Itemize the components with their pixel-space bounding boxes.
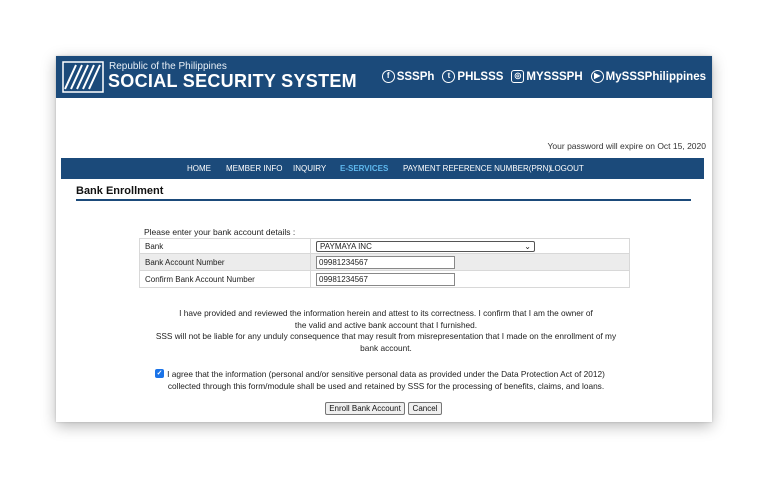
consent-line: collected through this form/module shall be used and retained by SSS for the processing of benefits, claims, and loans. bbox=[167, 380, 605, 391]
nav-logout[interactable]: LOGOUT bbox=[550, 164, 584, 173]
attestation-line: the valid and active bank account that I furnished. bbox=[294, 319, 478, 330]
form-intro: Please enter your bank account details : bbox=[144, 227, 296, 237]
social-instagram-link[interactable] bbox=[511, 70, 582, 83]
bank-form-table bbox=[139, 238, 630, 288]
social-facebook-link[interactable] bbox=[382, 70, 435, 83]
agency-name: SOCIAL SECURITY SYSTEM bbox=[108, 71, 357, 91]
confirm-cell bbox=[311, 271, 630, 288]
consent-text bbox=[146, 369, 626, 392]
nav-member-info[interactable]: MEMBER INFO bbox=[226, 164, 283, 173]
main-nav bbox=[61, 158, 704, 179]
account-cell bbox=[311, 254, 630, 271]
account-label: Bank Account Number bbox=[140, 254, 311, 271]
nav-e-services[interactable]: E-SERVICES bbox=[340, 164, 389, 173]
instagram-icon: ◎ bbox=[511, 70, 524, 83]
sss-logo-icon bbox=[62, 61, 104, 93]
title-divider bbox=[76, 199, 691, 201]
account-number-input[interactable]: 09981234567 bbox=[316, 256, 455, 269]
facebook-icon: f bbox=[382, 70, 395, 83]
attestation-line: I have provided and reviewed the information herein and attest to its correctness. I confirm that I am the owner of bbox=[179, 308, 593, 318]
attestation-line: bank account. bbox=[360, 342, 412, 353]
nav-inquiry[interactable]: INQUIRY bbox=[293, 164, 327, 173]
enroll-bank-account-button[interactable]: Enroll Bank Account bbox=[325, 402, 405, 415]
youtube-icon: ▶ bbox=[591, 70, 604, 83]
social-twitter-label: PHLSSS bbox=[457, 70, 504, 83]
confirm-row bbox=[140, 271, 630, 288]
attestation-line: SSS will not be liable for any unduly consequence that may result from misrepresentation that I made on the enrollment of my bbox=[155, 331, 617, 341]
social-links bbox=[382, 70, 706, 83]
account-row bbox=[140, 254, 630, 271]
bank-select[interactable] bbox=[316, 241, 535, 252]
social-twitter-link[interactable] bbox=[442, 70, 503, 83]
bank-label: Bank bbox=[140, 239, 311, 254]
password-expiry-notice: Your password will expire on Oct 15, 2020 bbox=[547, 141, 706, 151]
consent-checkbox[interactable]: ✓ bbox=[156, 370, 163, 377]
chevron-down-icon: ⌄ bbox=[524, 241, 531, 251]
social-instagram-label: MYSSSPH bbox=[526, 70, 583, 83]
consent-line: I agree that the information (personal and/or sensitive personal data as provided under the Data Protection Act of 2012) bbox=[167, 369, 605, 379]
cancel-button[interactable]: Cancel bbox=[408, 402, 442, 415]
nav-prn[interactable]: PAYMENT REFERENCE NUMBER(PRN) bbox=[403, 164, 552, 173]
attestation-text bbox=[136, 308, 636, 354]
bank-row bbox=[140, 239, 630, 254]
bank-cell bbox=[311, 239, 630, 254]
republic-label: Republic of the Philippines bbox=[109, 61, 227, 72]
page-title: Bank Enrollment bbox=[76, 185, 164, 197]
header-banner bbox=[56, 56, 712, 98]
confirm-label: Confirm Bank Account Number bbox=[140, 271, 311, 288]
nav-home[interactable]: HOME bbox=[187, 164, 211, 173]
social-youtube-link[interactable] bbox=[591, 70, 706, 83]
social-facebook-label: SSSPh bbox=[396, 70, 435, 83]
bank-selected-value: PAYMAYA INC bbox=[320, 241, 372, 251]
twitter-icon: t bbox=[442, 70, 455, 83]
confirm-account-number-input[interactable]: 09981234567 bbox=[316, 273, 455, 286]
social-youtube-label: MySSSPhilippines bbox=[605, 70, 706, 83]
browser-page bbox=[56, 56, 712, 422]
